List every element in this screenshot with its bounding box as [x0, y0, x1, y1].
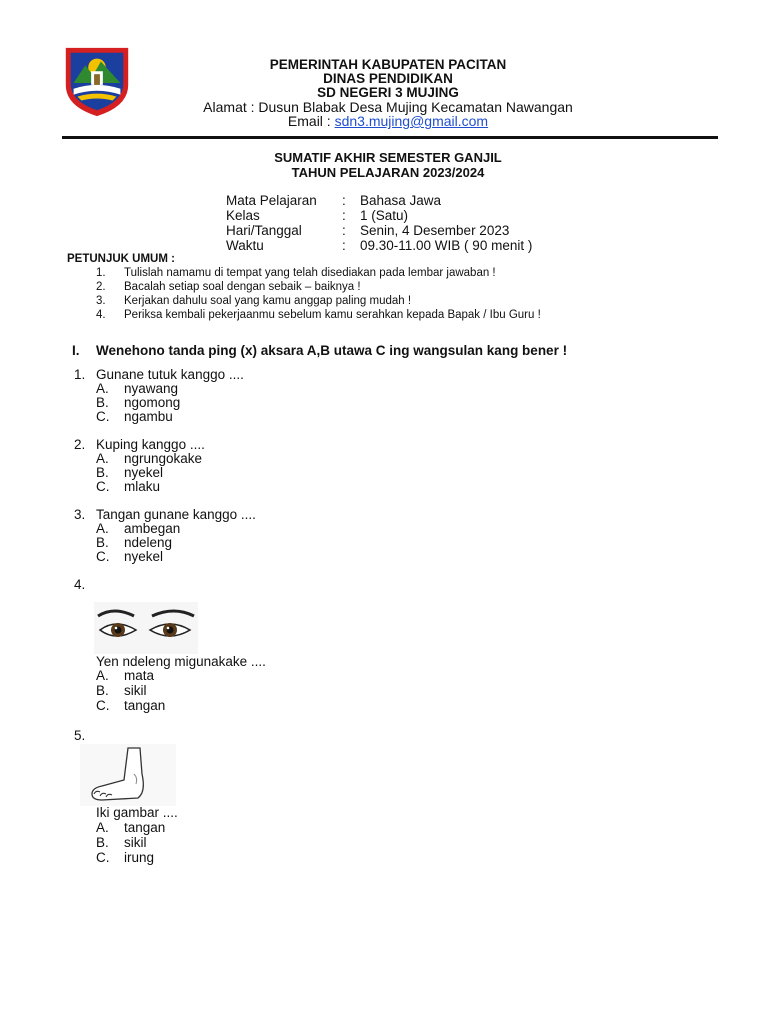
option-key: A. — [96, 820, 109, 835]
question-number: 3. — [74, 507, 86, 522]
instruction-item — [96, 281, 656, 295]
option-key: B. — [96, 835, 109, 850]
option-text: ngrungokake — [124, 451, 203, 466]
option-c[interactable] — [96, 549, 296, 565]
question-text: Kuping kanggo .... — [96, 437, 205, 452]
question-5-number — [74, 728, 114, 744]
info-value: 09.30-11.00 WIB ( 90 menit ) — [360, 238, 533, 253]
instruction-item — [96, 295, 656, 309]
option-text: sikil — [124, 835, 147, 850]
exam-title: SUMATIF AKHIR SEMESTER GANJIL — [274, 150, 502, 165]
option-key: B. — [96, 683, 109, 698]
option-text: sikil — [124, 683, 147, 698]
option-key: C. — [96, 850, 110, 865]
instruction-number: 2. — [96, 281, 106, 293]
option-a[interactable] — [96, 668, 296, 684]
option-text: ngambu — [124, 409, 173, 424]
option-key: A. — [96, 668, 109, 683]
info-colon: : — [342, 223, 346, 238]
section-text: Wenehono tanda ping (x) aksara A,B utawa C ing wangsulan kang bener ! — [96, 343, 568, 358]
option-text: mlaku — [124, 479, 161, 494]
exam-year: TAHUN PELAJARAN 2023/2024 — [291, 165, 485, 180]
info-colon: : — [342, 208, 346, 223]
option-text: ngomong — [124, 395, 181, 410]
instruction-text: Bacalah setiap soal dengan sebaik – baiknya ! — [124, 281, 361, 293]
option-text: tangan — [124, 698, 166, 713]
info-colon: : — [342, 238, 346, 253]
option-key: A. — [96, 451, 109, 466]
option-text: irung — [124, 850, 155, 865]
instruction-item — [96, 267, 656, 281]
option-text: ndeleng — [124, 535, 173, 550]
instruction-number: 3. — [96, 295, 106, 307]
option-text: nyekel — [124, 549, 164, 564]
option-key: C. — [96, 409, 110, 424]
question-number: 4. — [74, 577, 86, 592]
option-key: C. — [96, 479, 110, 494]
question-text: Iki gambar .... — [96, 805, 178, 820]
header-divider — [62, 136, 718, 139]
option-key: C. — [96, 549, 110, 564]
instructions-heading: PETUNJUK UMUM : — [67, 253, 175, 265]
option-text: nyawang — [124, 381, 179, 396]
instruction-number: 4. — [96, 309, 106, 321]
info-label: Mata Pelajaran — [226, 193, 317, 208]
option-b[interactable] — [96, 835, 296, 851]
option-c[interactable] — [96, 850, 296, 866]
option-text: mata — [124, 668, 155, 683]
eyes-illustration — [94, 602, 198, 654]
instruction-item — [96, 309, 656, 323]
info-label: Waktu — [226, 238, 264, 253]
option-key: A. — [96, 381, 109, 396]
info-colon: : — [342, 193, 346, 208]
option-key: B. — [96, 395, 109, 410]
info-value: 1 (Satu) — [360, 208, 409, 223]
info-label: Kelas — [226, 208, 260, 223]
option-c[interactable] — [96, 479, 296, 495]
regency-coat-of-arms-icon — [58, 42, 136, 120]
question-text: Yen ndeleng migunakake .... — [96, 654, 266, 669]
option-text: ambegan — [124, 521, 181, 536]
header-line-1: PEMERINTAH KABUPATEN PACITAN — [269, 57, 507, 72]
email-label: Email : — [287, 113, 335, 129]
instruction-text: Periksa kembali pekerjaanmu sebelum kamu serahkan kepada Bapak / Ibu Guru ! — [124, 309, 541, 321]
option-key: C. — [96, 698, 110, 713]
section-heading — [72, 343, 672, 359]
question-number: 5. — [74, 728, 86, 743]
option-c[interactable] — [96, 409, 296, 425]
option-text: tangan — [124, 820, 166, 835]
foot-illustration — [80, 744, 176, 806]
header-email-line — [160, 114, 616, 129]
option-key: B. — [96, 465, 109, 480]
instruction-text: Kerjakan dahulu soal yang kamu anggap paling mudah ! — [124, 295, 412, 307]
option-key: B. — [96, 535, 109, 550]
question-text: Gunane tutuk kanggo .... — [96, 367, 244, 382]
question-text: Tangan gunane kanggo .... — [96, 507, 256, 522]
question-4-number — [74, 577, 114, 593]
email-link[interactable]: sdn3.mujing@gmail.com — [334, 113, 489, 129]
header-line-3: SD NEGERI 3 MUJING — [317, 85, 459, 100]
info-value: Senin, 4 Desember 2023 — [360, 223, 510, 238]
option-text: nyekel — [124, 465, 164, 480]
question-number: 1. — [74, 367, 86, 382]
header-address: Alamat : Dusun Blabak Desa Mujing Kecamatan Nawangan — [203, 99, 573, 115]
question-number: 2. — [74, 437, 86, 452]
info-label: Hari/Tanggal — [226, 223, 302, 238]
instruction-number: 1. — [96, 267, 106, 279]
info-value: Bahasa Jawa — [360, 193, 442, 208]
option-b[interactable] — [96, 683, 296, 699]
section-number: I. — [72, 343, 80, 358]
question-5 — [74, 805, 474, 821]
option-a[interactable] — [96, 820, 296, 836]
instruction-text: Tulislah namamu di tempat yang telah disediakan pada lembar jawaban ! — [124, 267, 496, 279]
option-c[interactable] — [96, 698, 296, 714]
header-line-2: DINAS PENDIDIKAN — [323, 71, 453, 86]
option-key: A. — [96, 521, 109, 536]
